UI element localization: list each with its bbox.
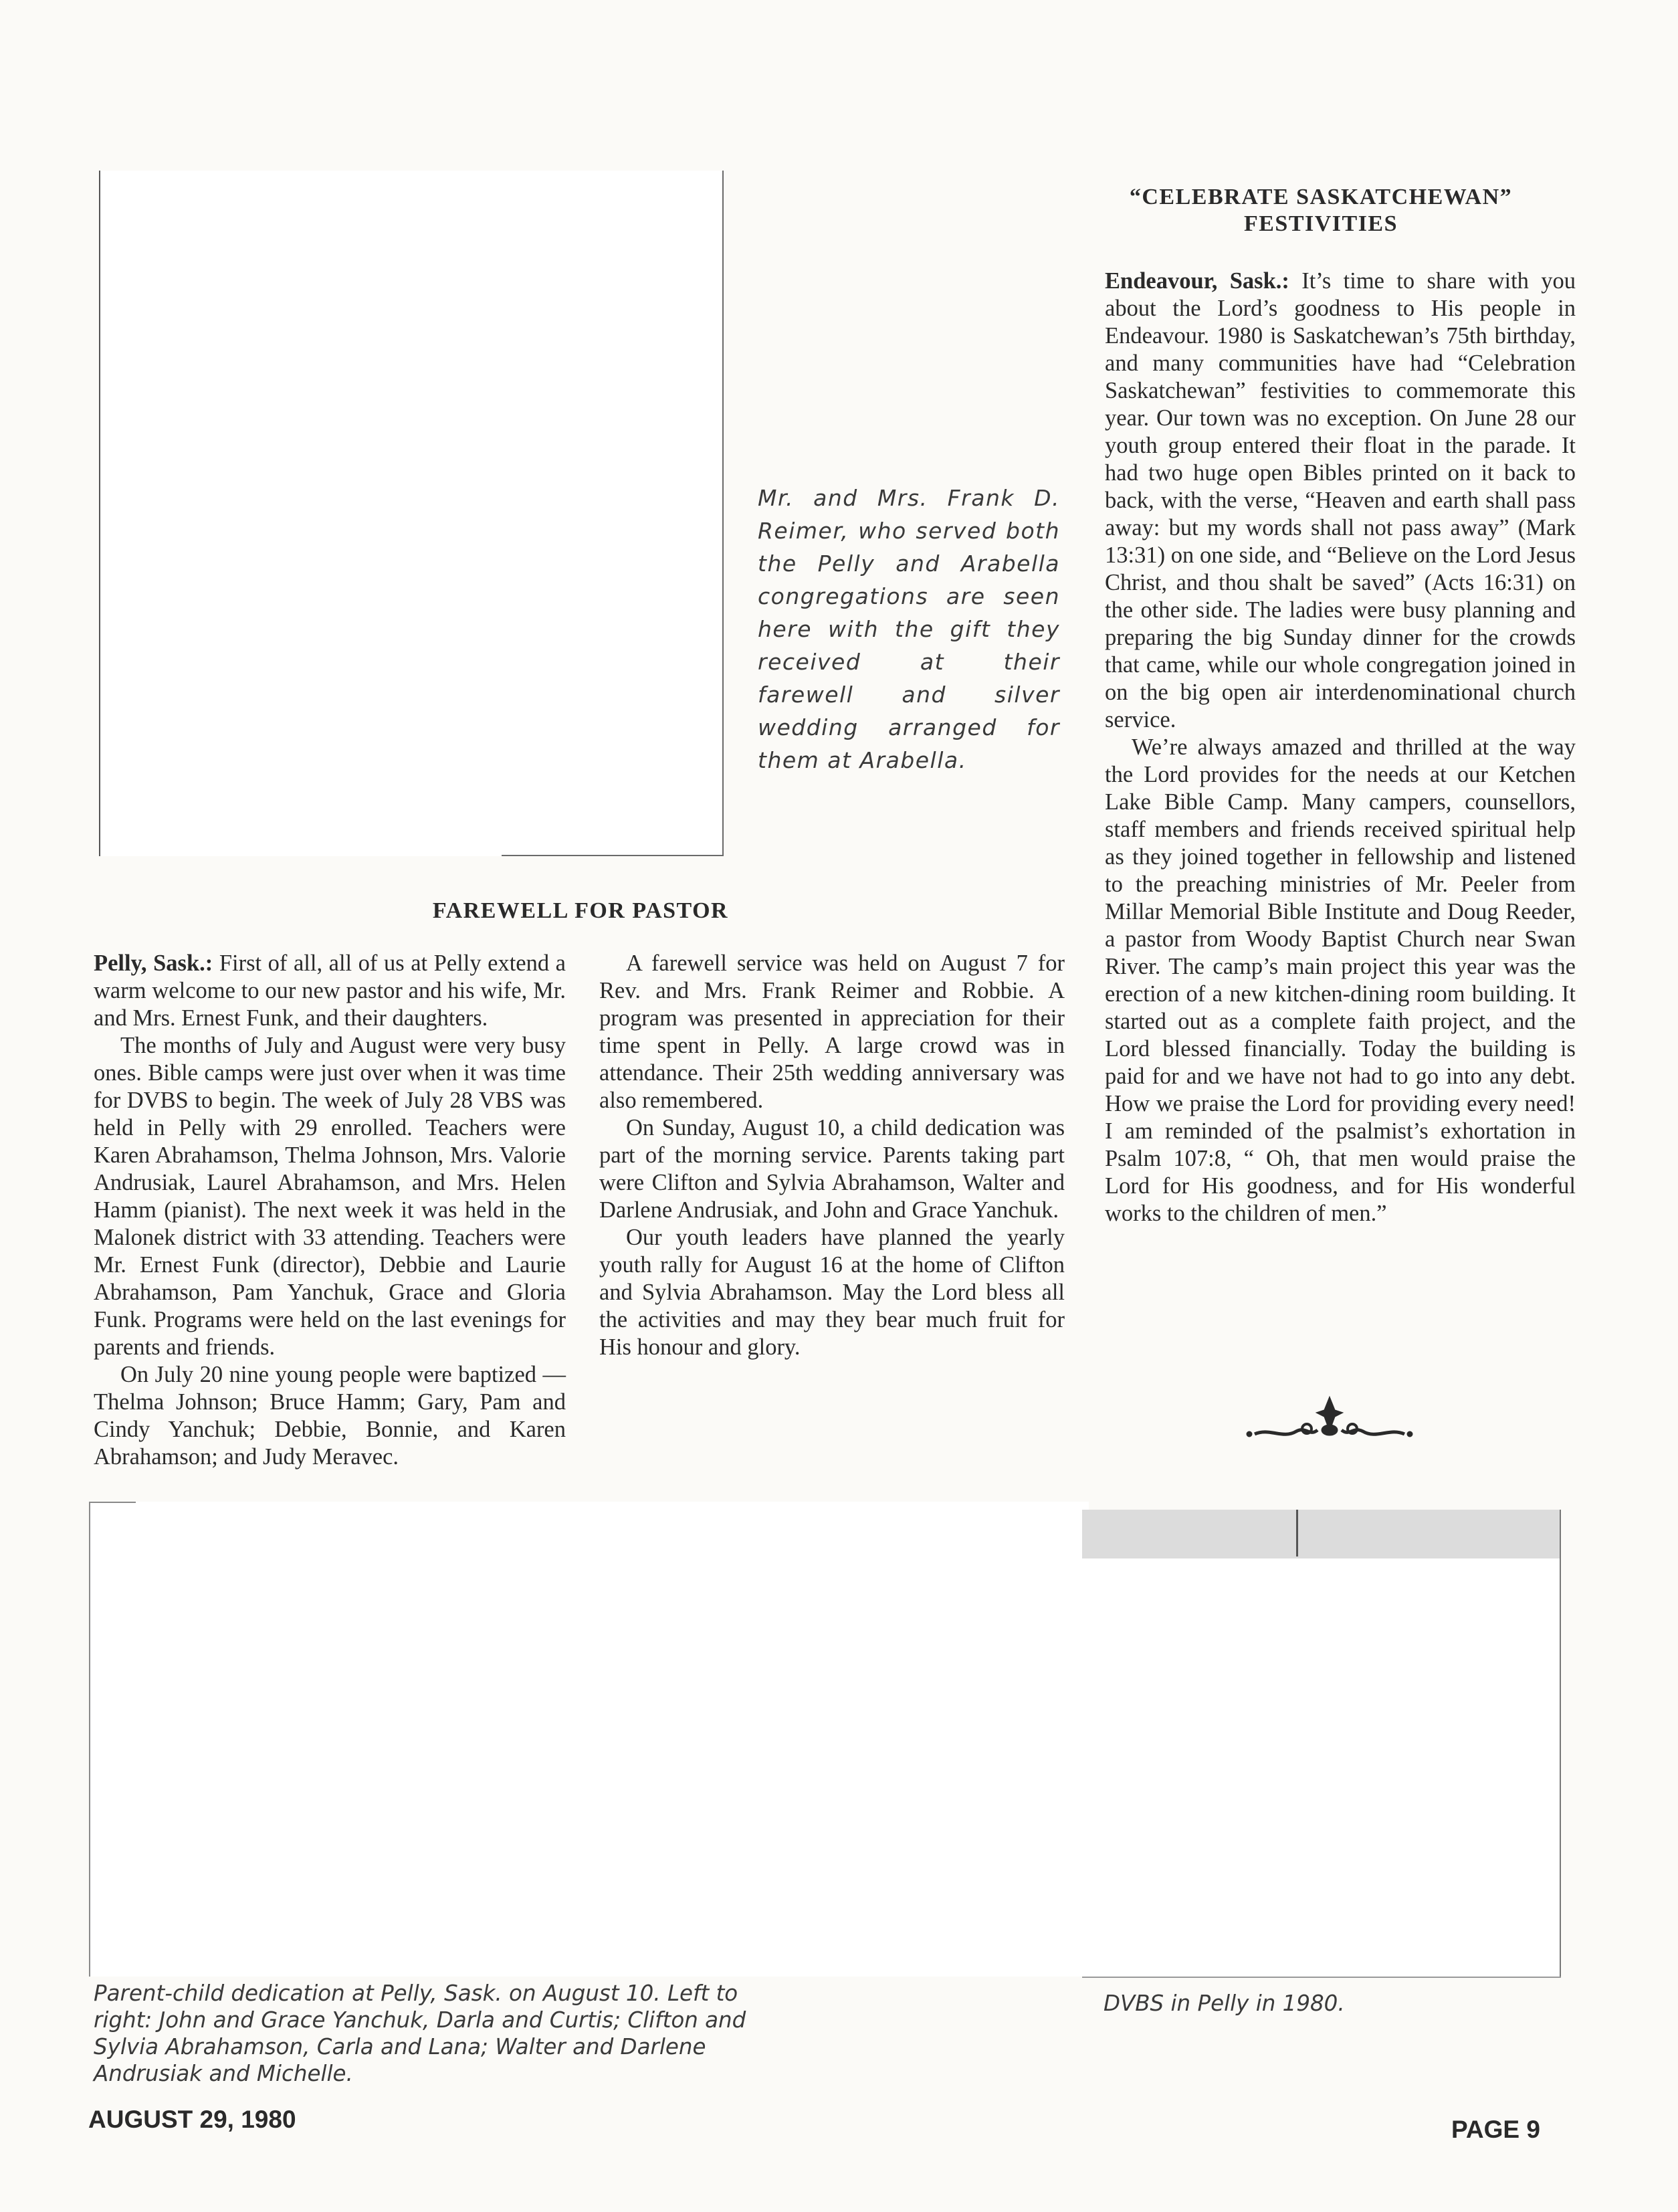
farewell-paragraph-1 (94, 950, 566, 1032)
celebrate-headline (1083, 184, 1558, 237)
photo-edge-right (1560, 1510, 1561, 1978)
reimer-photo (99, 171, 724, 856)
celebrate-dateline: Endeavour, Sask.: (1105, 268, 1289, 294)
photo-edge-left (89, 1502, 90, 1977)
ornament-flourish-icon (1243, 1390, 1417, 1443)
farewell-paragraph-4: A farewell service was held on August 7 for Rev. and Mrs. Frank Reimer and Robbie. A program was presented in appreciation for their time spent in Pelly. A large crowd was in attendance. Their 25th wedding anniversary was also remembered. (599, 950, 1065, 1113)
dedication-photo-caption: Parent-child dedication at Pelly, Sask. on August 10. Left to right: John and Grace Yanchuk, Darla and Curtis; Clifton and Sylvia Abrahamson, Carla and Lana; Walter and Darlene Andrusiak and Michelle. (94, 1981, 746, 2086)
farewell-article-left-column (94, 950, 566, 1471)
dvbs-photo-caption: DVBS in Pelly in 1980. (1104, 1991, 1345, 2016)
farewell-paragraph-2: The months of July and August were very busy ones. Bible camps were just over when it was time for DVBS to begin. The week of July 28 VBS was held in Pelly with 29 enrolled. Teachers were Karen Abrahamson, Thelma Johnson, Mrs. Valorie Andrusiak, Laurel Abrahamson, and Mrs. Helen Hamm (pianist). The next week it was held in the Malonek district with 33 attending. Teachers were Mr. Ernest Funk (director), Debbie and Laurie Abrahamson, Pam Yanchuk, Grace and Gloria Funk. Programs were held on the last evenings for parents and friends. (94, 1033, 566, 1360)
dedication-photo (89, 1502, 1089, 1977)
photo-divider-mark (1296, 1510, 1298, 1556)
page-number: PAGE 9 (1451, 2116, 1540, 2143)
farewell-paragraph-3: On July 20 nine young people were baptized — Thelma Johnson; Bruce Hamm; Gary, Pam and Cindy Yanchuk; Debbie, Bonnie, and Karen Abrahamson; and Judy Meravec. (94, 1362, 566, 1470)
celebrate-headline-line2: FESTIVITIES (1243, 211, 1398, 236)
farewell-paragraph-5: On Sunday, August 10, a child dedication was part of the morning service. Parents taking part were Clifton and Sylvia Abrahamson, Walter and Darlene Andrusiak, and John and Grace Yanchuk. (599, 1115, 1065, 1223)
celebrate-headline-line1: “CELEBRATE SASKATCHEWAN” (1129, 185, 1513, 209)
dvbs-photo (1082, 1510, 1561, 1978)
farewell-article-right-column (599, 950, 1065, 1361)
photo-edge-top (89, 1502, 136, 1503)
celebrate-paragraph-1-text: It’s time to share with you about the Lord’s goodness to His people in Endeavour. 1980 is Saskatchewan’s 75th birthday, and many communities have had “Celebration Saskatchewan” festivities to commemorate this year. Our town was no exception. On June 28 our youth group entered their float in the parade. It had two huge open Bibles printed on it back to back, with the verse, “Heaven and earth shall pass away: but my words shall not pass away” (Mark 13:31) on one side, and “Believe on the Lord Jesus Christ, and thou shalt be saved” (Acts 16:31) on the other side. The ladies were busy planning and preparing the big Sunday dinner for the crowds that came, while our whole congregation joined in on the big open air interdenominational church service. (1105, 268, 1576, 732)
farewell-dateline: Pelly, Sask.: (94, 950, 213, 976)
reimer-photo-caption: Mr. and Mrs. Frank D. Reimer, who served both the Pelly and Arabella congregations are seen here with the gift they received at their farewell and silver wedding arranged for them at Arabella. (758, 485, 1060, 773)
celebrate-paragraph-1 (1105, 268, 1576, 734)
issue-date: AUGUST 29, 1980 (88, 2106, 296, 2133)
photo-edge-right (722, 171, 724, 856)
photo-edge-bottom (1082, 1977, 1561, 1978)
farewell-headline: FAREWELL FOR PASTOR (432, 898, 729, 923)
farewell-paragraph-1-text: First of all, all of us at Pelly extend a warm welcome to our new pastor and his wife, Mr. and Mrs. Ernest Funk, and their daughters. (94, 950, 566, 1031)
celebrate-paragraph-2: We’re always amazed and thrilled at the way the Lord provides for the needs at our Ketchen Lake Bible Camp. Many campers, counsellors, staff members and friends received spiritual help as they joined together in fellowship and listened to the preaching ministries of Mr. Peeler from Millar Memorial Bible Institute and Doug Reeder, a pastor from Woody Baptist Church near Swan River. The camp’s main project this year was the erection of a new kitchen-dining room building. It started out as a complete faith project, and the Lord blessed financially. Today the building is paid for and we have not had to go into any debt. How we praise the Lord for providing every need! I am reminded of the psalmist’s exhortation in Psalm 107:8, “ Oh, that men would praise the Lord for His goodness, and for His wonderful works to the children of men.” (1105, 734, 1576, 1226)
farewell-paragraph-6: Our youth leaders have planned the yearly youth rally for August 16 at the home of Clifton and Sylvia Abrahamson. May the Lord bless all the activities and may they bear much fruit for His honour and glory. (599, 1225, 1065, 1360)
photo-top-band (1082, 1510, 1561, 1559)
photo-edge-bottom (502, 855, 724, 856)
celebrate-article (1105, 268, 1576, 1227)
